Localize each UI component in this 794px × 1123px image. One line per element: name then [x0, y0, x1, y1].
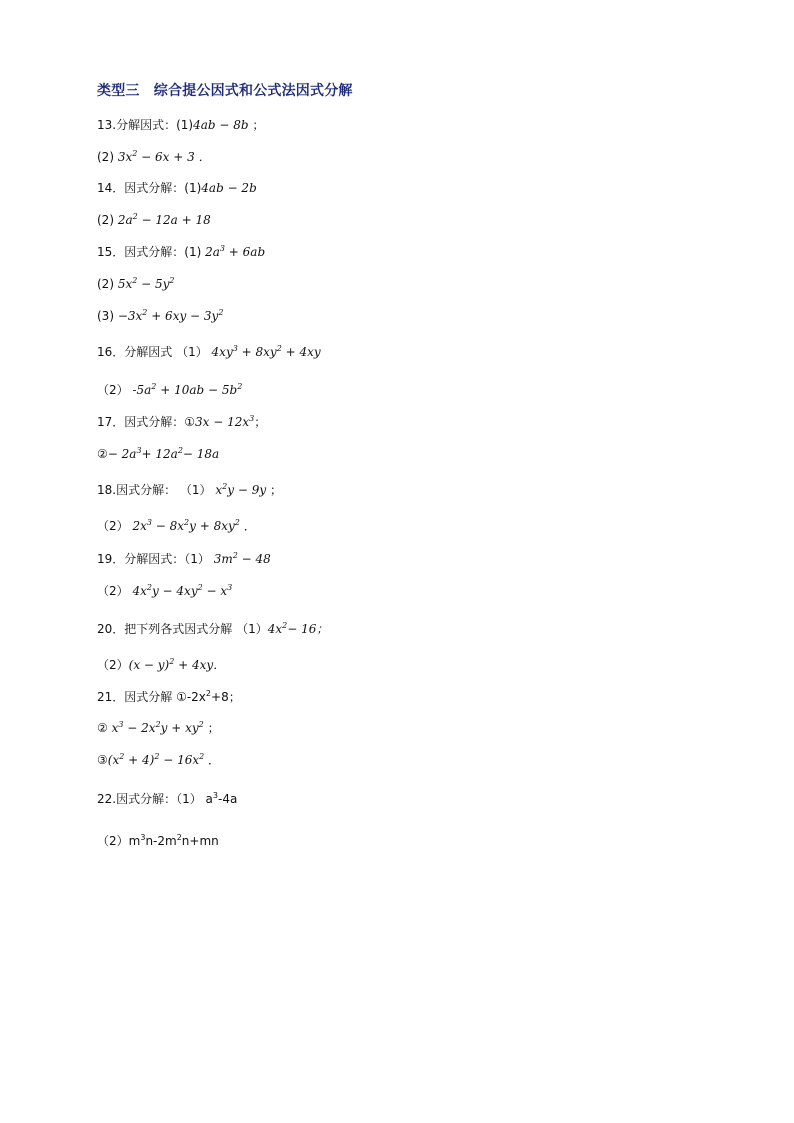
math-token: − 12a + 18 [137, 213, 211, 227]
problem-21-math-2 [108, 721, 204, 735]
problem-18-stem: 18.因式分解： （1） [97, 483, 216, 497]
problem-21-math-1 [187, 690, 241, 704]
problem-15-stem: 15．因式分解：(1) [97, 245, 206, 259]
math-token: n+mn [181, 834, 219, 848]
problem-13-stem: 13.分解因式：(1) [97, 118, 194, 132]
part-label: ③ [97, 753, 108, 767]
part-label: ② [97, 447, 108, 461]
punctuation: ； [248, 118, 265, 132]
math-token: + 6xy − 3y [147, 309, 219, 323]
math-token: + 4xy． [174, 658, 226, 672]
exponent: 3 [212, 791, 218, 800]
math-token: y − 4xy [151, 584, 198, 598]
math-token: ab [200, 118, 216, 132]
problem-20-part-2 [97, 657, 225, 673]
problem-21-math-3 [108, 753, 204, 767]
math-token: -5a [132, 383, 152, 397]
problem-22-part-1 [97, 791, 237, 807]
math-token: m [128, 834, 141, 848]
math-token: + 4xy [281, 345, 321, 359]
part-label: （2） [97, 584, 133, 598]
problem-22-math-1 [206, 792, 238, 806]
problem-14-stem: 14．因式分解：(1) [97, 181, 202, 195]
exponent: 3 [140, 833, 146, 842]
problem-17-math-1 [195, 415, 254, 429]
problem-17-math-2 [108, 447, 219, 461]
problem-21-part-3 [97, 752, 220, 768]
exponent: 2 [199, 752, 205, 761]
math-token: + 3 ． [169, 150, 211, 164]
problem-14-math-1: 4ab − 2b [201, 181, 257, 195]
math-token: + 6ab [224, 245, 266, 259]
problem-16-math-2 [132, 383, 242, 397]
exponent: 3 [249, 414, 255, 423]
exponent: 2 [197, 583, 203, 592]
exponent: 2 [169, 276, 175, 285]
math-token: + 12a [141, 447, 178, 461]
math-token: 2a [117, 213, 133, 227]
math-token: x [125, 150, 133, 164]
math-token: 3 [117, 150, 126, 164]
exponent: 2 [151, 382, 157, 391]
problem-13-math-1 [193, 118, 249, 132]
problem-21-part-2 [97, 720, 220, 736]
problem-15-math-3 [118, 309, 224, 323]
exponent: 2 [205, 689, 212, 698]
exponent: 2 [177, 446, 183, 455]
exponent: 3 [118, 720, 124, 729]
punctuation: ． [204, 753, 221, 767]
exponent: 2 [218, 308, 224, 317]
math-token: x [107, 721, 119, 735]
math-token: 5x [117, 277, 133, 291]
problem-17-stem: 17．因式分解：① [97, 415, 196, 429]
section-title: 类型三 综合提公因式和公式法因式分解 [97, 83, 353, 99]
math-token: -2x [186, 690, 206, 704]
problem-19-stem: 19．分解因式：（1） [97, 552, 214, 566]
problem-17-part-1 [97, 414, 266, 430]
math-token: x [162, 150, 170, 164]
problem-18-math-2 [132, 519, 239, 533]
exponent: 2 [237, 382, 243, 391]
problem-21-stem: 21．因式分解 ① [97, 690, 187, 704]
math-token: − 2a [107, 447, 137, 461]
problem-19-part-2 [97, 583, 232, 599]
problem-16-part-2 [97, 382, 242, 398]
problem-21-part-1 [97, 689, 241, 705]
part-label: ② [97, 721, 108, 735]
math-token: 4x [132, 584, 147, 598]
math-token: 3x − 12x [195, 415, 250, 429]
exponent: 2 [132, 149, 138, 158]
problem-20-math-1 [268, 622, 329, 636]
exponent: 2 [198, 720, 204, 729]
exponent: 2 [184, 518, 190, 527]
math-token: 3m [213, 552, 233, 566]
problem-19-math-2 [132, 584, 232, 598]
math-token: 4x [267, 622, 283, 636]
problem-16-stem: 16．分解因式 （1） [97, 345, 212, 359]
problem-17-part-2 [97, 446, 219, 462]
part-label: （2） [97, 383, 133, 397]
exponent: 2 [132, 212, 138, 221]
part-label: （2） [97, 658, 129, 672]
problem-15-part-3 [97, 308, 223, 324]
part-label: (2) [97, 213, 118, 227]
math-token: -4a [218, 792, 238, 806]
problem-18-part-1 [97, 482, 282, 498]
math-token: y + xy [160, 721, 199, 735]
math-token: − x [202, 584, 228, 598]
problem-19-math-1 [214, 552, 271, 566]
math-token: n-2m [145, 834, 177, 848]
math-token: x [215, 483, 223, 497]
math-token: 4xy [211, 345, 233, 359]
part-label: （2） [97, 834, 129, 848]
math-token: (x − y) [128, 658, 170, 672]
math-token: y − 9y [227, 483, 267, 497]
math-token: b [240, 118, 249, 132]
exponent: 3 [227, 583, 233, 592]
exponent: 3 [136, 446, 142, 455]
exponent: 2 [119, 752, 125, 761]
exponent: 2 [176, 833, 182, 842]
problem-15-part-1 [97, 244, 265, 260]
problem-18-part-2 [97, 518, 256, 534]
exponent: 2 [232, 551, 238, 560]
problem-14-part-1 [97, 180, 257, 196]
exponent: 3 [232, 344, 238, 353]
math-token: − 2x [123, 721, 156, 735]
problem-13-part-1 [97, 117, 264, 133]
problem-16-part-1 [97, 344, 321, 360]
problem-22-part-2 [97, 833, 219, 849]
problem-15-math-2 [118, 277, 175, 291]
exponent: 2 [234, 518, 240, 527]
exponent: 2 [154, 752, 160, 761]
problem-15-math-1 [205, 245, 265, 259]
exponent: 3 [146, 518, 152, 527]
problem-19-part-1 [97, 551, 271, 567]
exponent: 2 [169, 657, 175, 666]
math-token: −3x [117, 309, 143, 323]
problem-16-math-1 [212, 345, 321, 359]
exponent: 2 [146, 583, 152, 592]
math-token: + 4) [124, 753, 155, 767]
math-token: − 5y [137, 277, 170, 291]
math-token: 4 [193, 118, 201, 132]
math-token: − 8 [215, 118, 241, 132]
problem-14-math-2 [118, 213, 211, 227]
punctuation: ． [239, 519, 256, 533]
math-token: + 8xy [237, 345, 277, 359]
math-token: − 6 [137, 150, 163, 164]
exponent: 2 [222, 482, 228, 491]
math-token: − 16； [287, 622, 329, 636]
problem-14-part-2 [97, 212, 211, 228]
math-token: − 16x [159, 753, 200, 767]
punctuation: ； [254, 415, 267, 429]
math-token: 2x [132, 519, 147, 533]
exponent: 2 [142, 308, 148, 317]
punctuation: ； [266, 483, 282, 497]
problem-15-part-2 [97, 276, 175, 292]
exponent: 2 [282, 621, 288, 630]
math-token: a [205, 792, 213, 806]
exponent: 2 [276, 344, 282, 353]
math-token: 2a [205, 245, 220, 259]
part-label: (3) [97, 309, 118, 323]
math-token: − 8x [151, 519, 185, 533]
punctuation: ； [203, 721, 220, 735]
problem-20-part-1 [97, 621, 328, 637]
problem-18-math-1 [215, 483, 266, 497]
problem-22-math-2 [129, 834, 219, 848]
math-token: y + 8xy [189, 519, 235, 533]
problem-13-math-2 [118, 150, 211, 164]
problem-22-stem: 22.因式分解：（1） [97, 792, 206, 806]
exponent: 2 [155, 720, 161, 729]
math-token: − 48 [237, 552, 271, 566]
part-label: (2) [97, 150, 118, 164]
part-label: （2） [97, 519, 133, 533]
math-token: + 10ab − 5b [156, 383, 238, 397]
problem-20-stem: 20．把下列各式因式分解 （1） [97, 622, 268, 636]
problem-13-part-2 [97, 149, 211, 165]
problem-20-math-2 [129, 658, 226, 672]
math-token: − 18a [182, 447, 220, 461]
math-token: +8； [211, 690, 241, 704]
math-token: (x [107, 753, 120, 767]
part-label: (2) [97, 277, 118, 291]
exponent: 2 [132, 276, 138, 285]
exponent: 3 [219, 244, 225, 253]
